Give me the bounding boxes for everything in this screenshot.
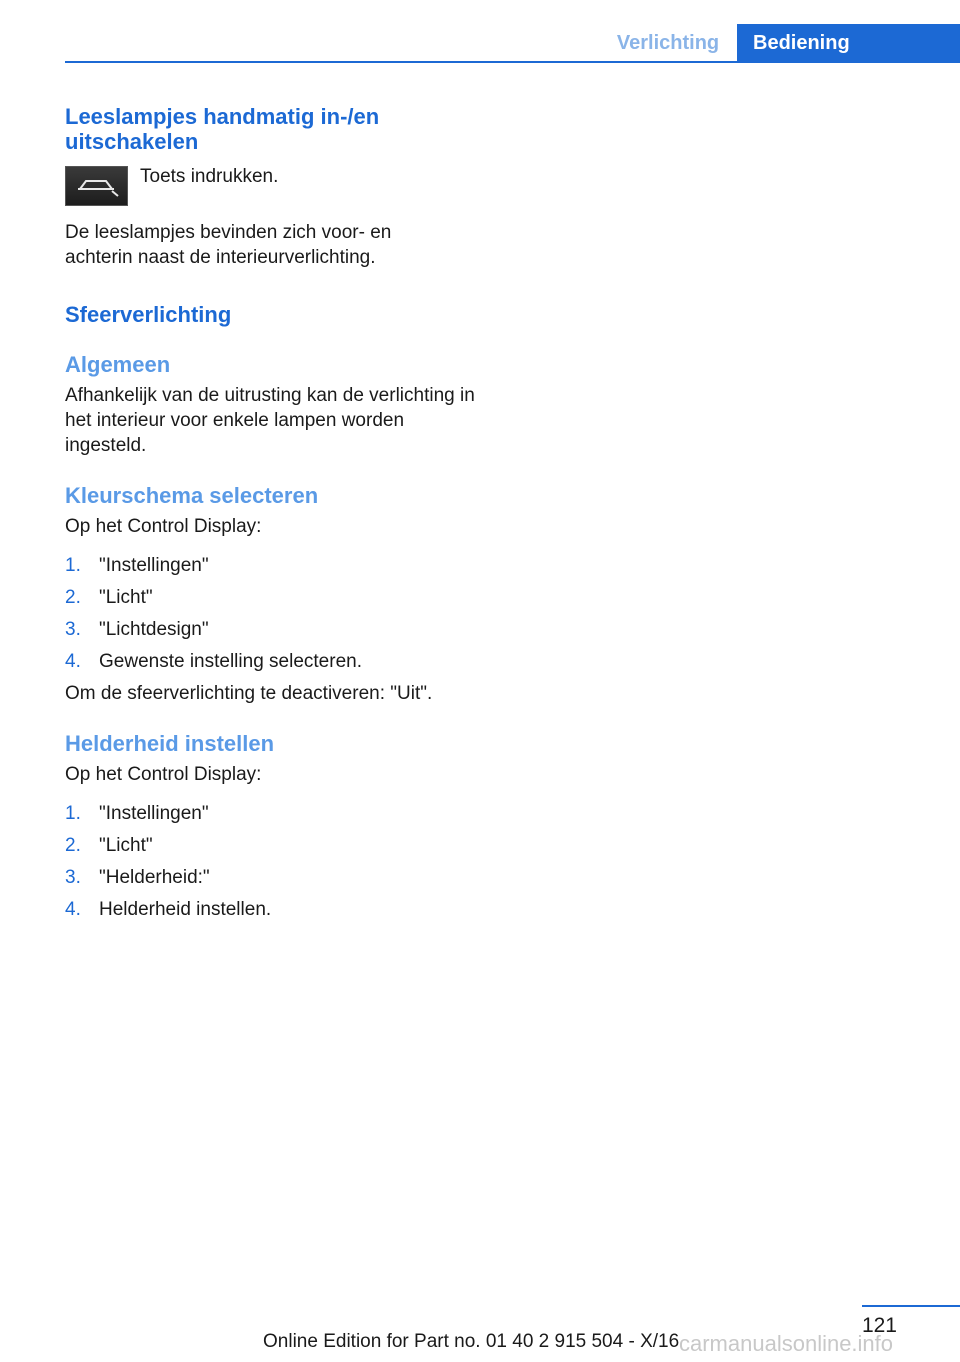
list-item: 2. "Licht" [65,835,153,856]
brightness-steps [65,801,485,922]
tab-bediening[interactable]: Bediening [737,24,960,62]
color-scheme-intro: Op het Control Display: [65,516,262,537]
button-instruction [65,166,485,206]
instruction-text: Toets indrukken. [140,166,279,187]
brightness-intro: Op het Control Display: [65,764,262,785]
list-item: 2. "Licht" [65,587,153,608]
tab-verlichting[interactable]: Verlichting [616,32,720,54]
section-title-ambient: Sfeerverlichting [65,302,232,327]
list-item: 3. "Lichtdesign" [65,619,209,640]
edition-text: Online Edition for Part no. 01 40 2 915 504 - X/16 [263,1331,680,1352]
subsection-title-general: Algemeen [65,352,171,377]
color-scheme-steps [65,553,485,674]
watermark: carmanualsonline.info [679,1331,894,1356]
subsection-title-color-scheme: Kleurschema selecteren [65,483,319,508]
reading-light-button-icon [65,166,128,206]
page-content [65,104,485,929]
section-title-reading-lights: Leeslampjes handmatig in-/en uitschakelen [65,104,380,154]
list-item: 1. "Instellingen" [65,803,209,824]
general-text: Afhankelijk van de uitrusting kan de verlichting in het interieur voor enkele lampen worden ingesteld. [65,385,475,456]
list-item: 3. "Helderheid:" [65,867,210,888]
subsection-title-brightness: Helderheid instellen [65,731,275,756]
list-item: 4. Helderheid instellen. [65,899,272,920]
list-item: 1. "Instellingen" [65,555,209,576]
list-item: 4. Gewenste instelling selecteren. [65,651,362,672]
reading-lights-description: De leeslampjes bevinden zich voor- en achterin naast de interieurverlichting. [65,222,392,268]
color-scheme-note: Om de sfeerverlichting te deactiveren: "Uit". [65,683,433,704]
footer-rule [862,1305,960,1307]
page-number: 121 [861,1314,897,1337]
